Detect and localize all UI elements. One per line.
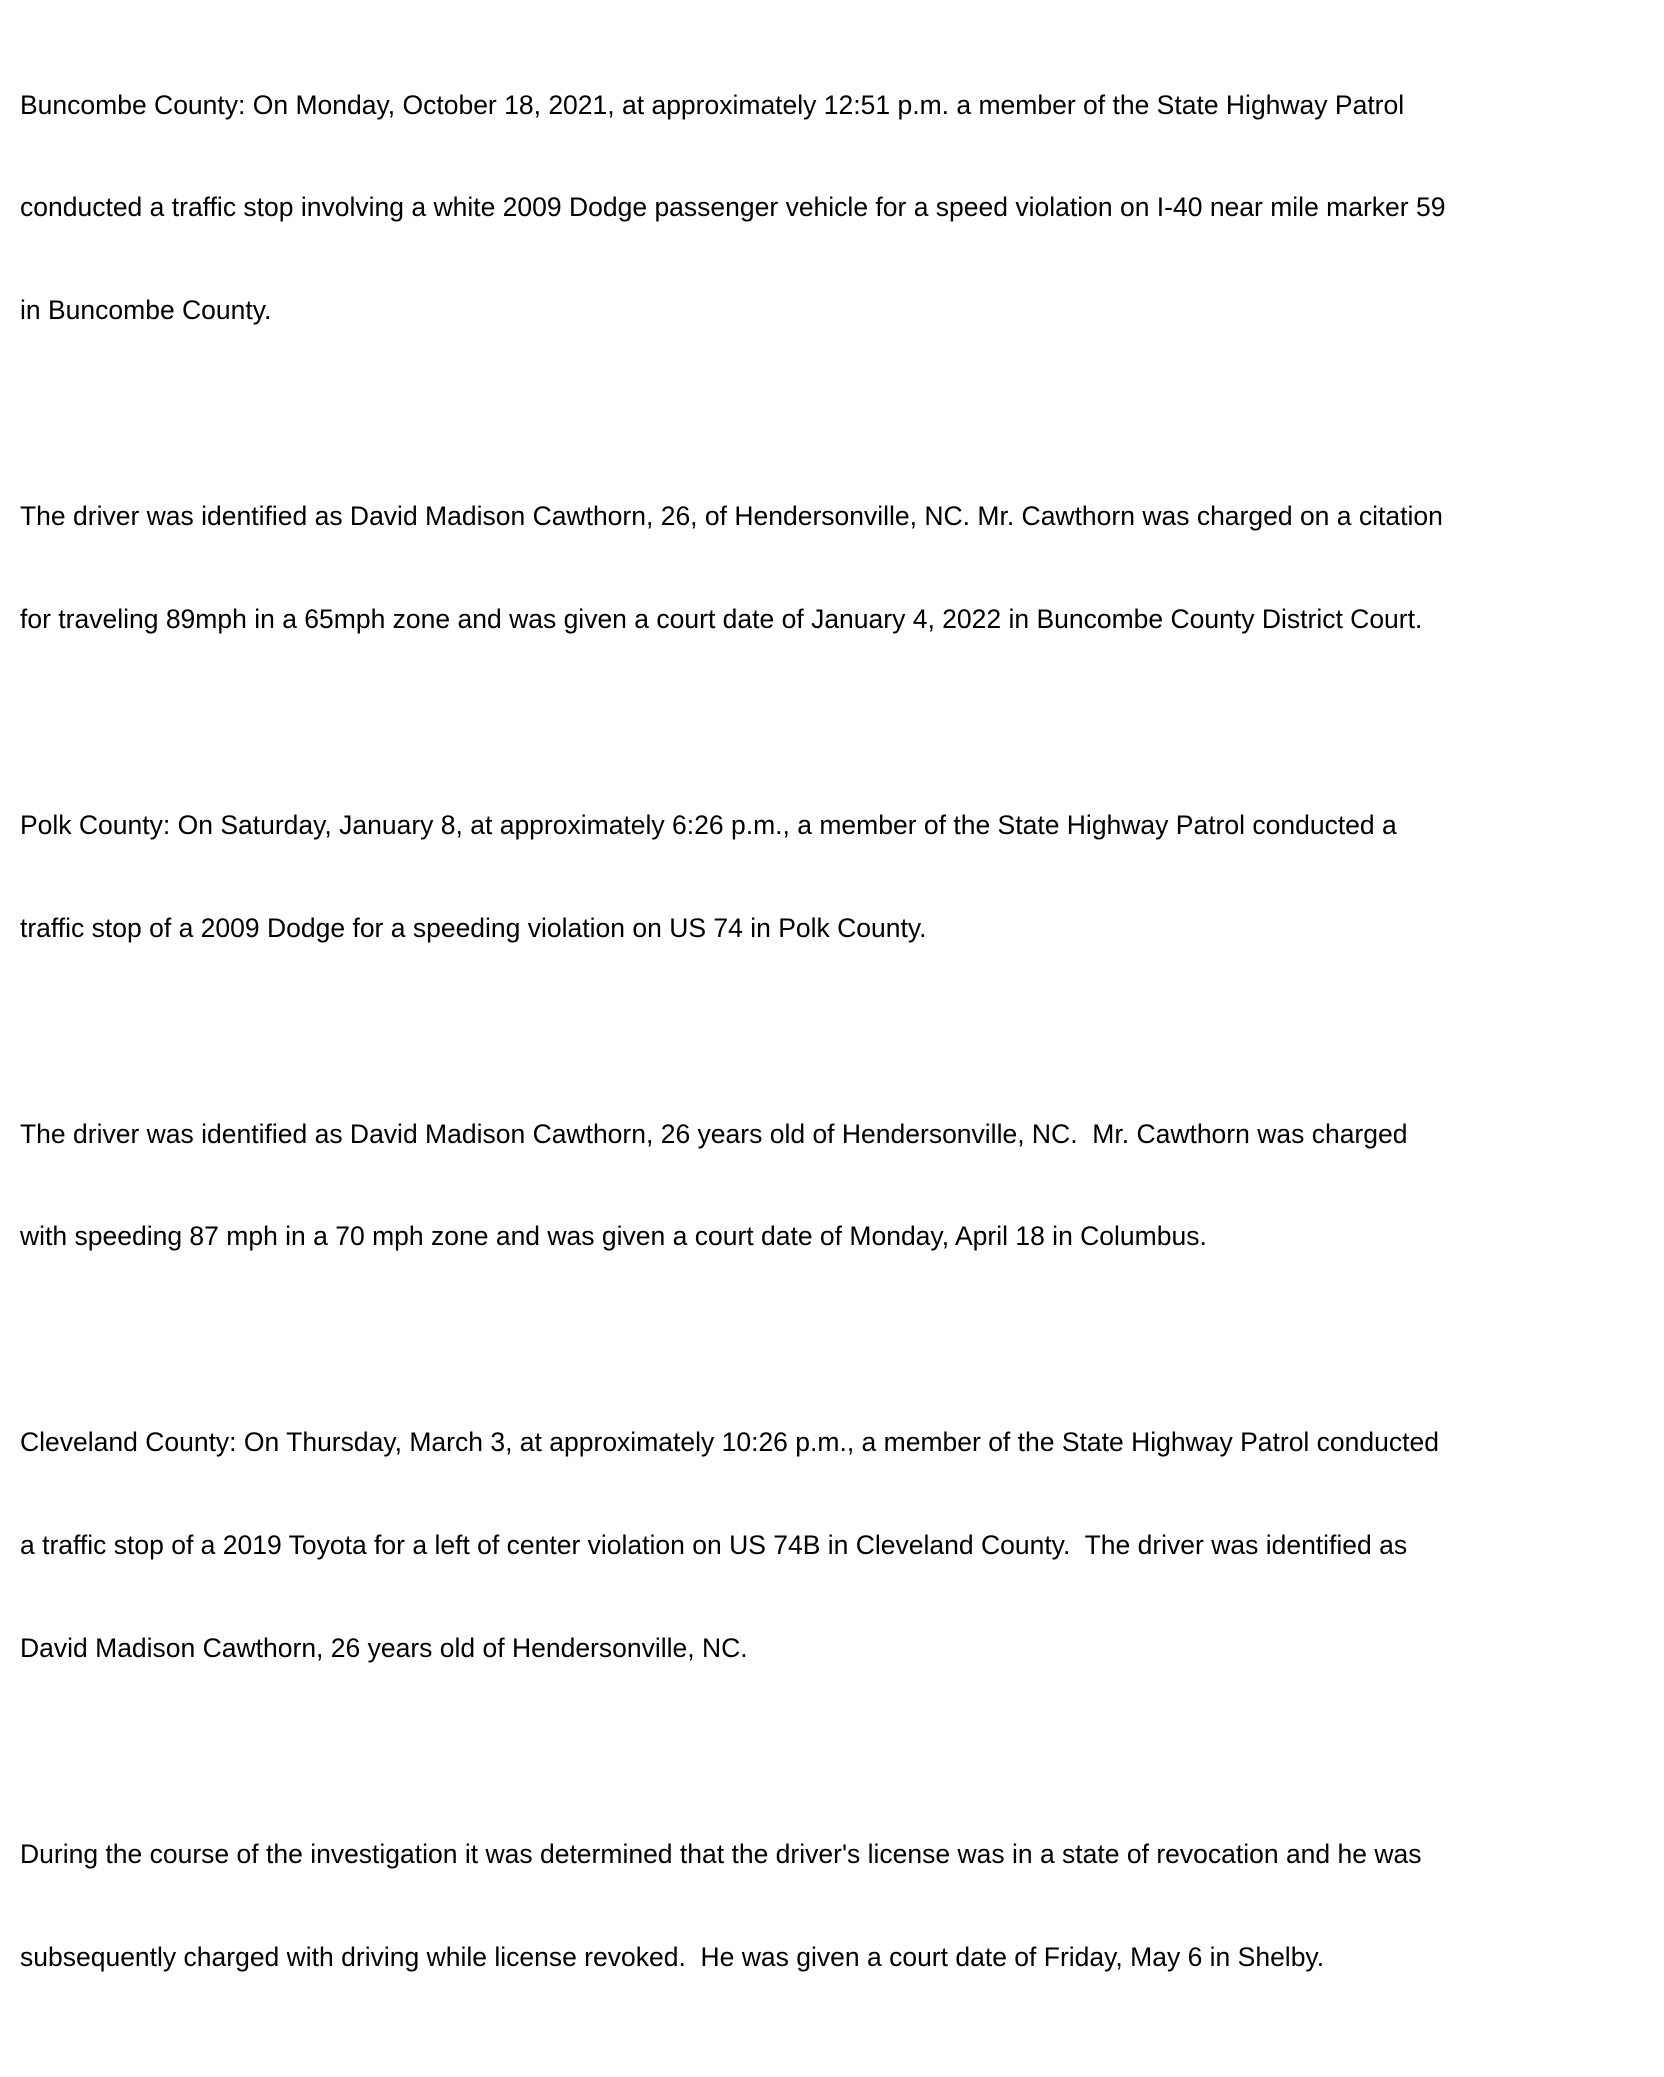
document-body — [20, 19, 1660, 2077]
text-line: subsequently charged with driving while license revoked. He was given a court date of Friday, May 6 in Shelby. — [20, 1941, 1325, 1972]
paragraph-cleveland-stop — [20, 1357, 1660, 1734]
text-line: in Buncombe County. — [20, 295, 272, 326]
text-line: Polk County: On Saturday, January 8, at approximately 6:26 p.m., a member of the State Highway Patrol conducted a — [20, 809, 1397, 840]
paragraph-cleveland-citation — [20, 1768, 1660, 2042]
text-line: for traveling 89mph in a 65mph zone and was given a court date of January 4, 2022 in Buncombe County District Court. — [20, 604, 1423, 635]
text-line: a traffic stop of a 2019 Toyota for a left of center violation on US 74B in Cleveland County. The driver was identified as — [20, 1530, 1408, 1561]
text-line: traffic stop of a 2009 Dodge for a speeding violation on US 74 in Polk County. — [20, 912, 927, 943]
paragraph-polk-citation — [20, 1048, 1660, 1322]
paragraph-buncombe-citation — [20, 431, 1660, 705]
text-line: with speeding 87 mph in a 70 mph zone and was given a court date of Monday, April 18 in Columbus. — [20, 1221, 1207, 1252]
text-line: The driver was identified as David Madison Cawthorn, 26 years old of Hendersonville, NC. Mr. Cawthorn was charged — [20, 1118, 1408, 1149]
text-line: Cleveland County: On Thursday, March 3, at approximately 10:26 p.m., a member of the State Highway Patrol conducted — [20, 1427, 1439, 1458]
text-line: Buncombe County: On Monday, October 18, 2021, at approximately 12:51 p.m. a member of the State Highway Patrol — [20, 89, 1405, 120]
paragraph-polk-stop — [20, 739, 1660, 1013]
paragraph-buncombe-stop — [20, 19, 1660, 396]
text-line: David Madison Cawthorn, 26 years old of Hendersonville, NC. — [20, 1632, 748, 1663]
text-line: conducted a traffic stop involving a white 2009 Dodge passenger vehicle for a speed violation on I-40 near mile marker 59 — [20, 192, 1446, 223]
text-line: The driver was identified as David Madison Cawthorn, 26, of Hendersonville, NC. Mr. Cawthorn was charged on a citation — [20, 501, 1443, 532]
text-line: During the course of the investigation it was determined that the driver's license was in a state of revocation and he was — [20, 1838, 1422, 1869]
